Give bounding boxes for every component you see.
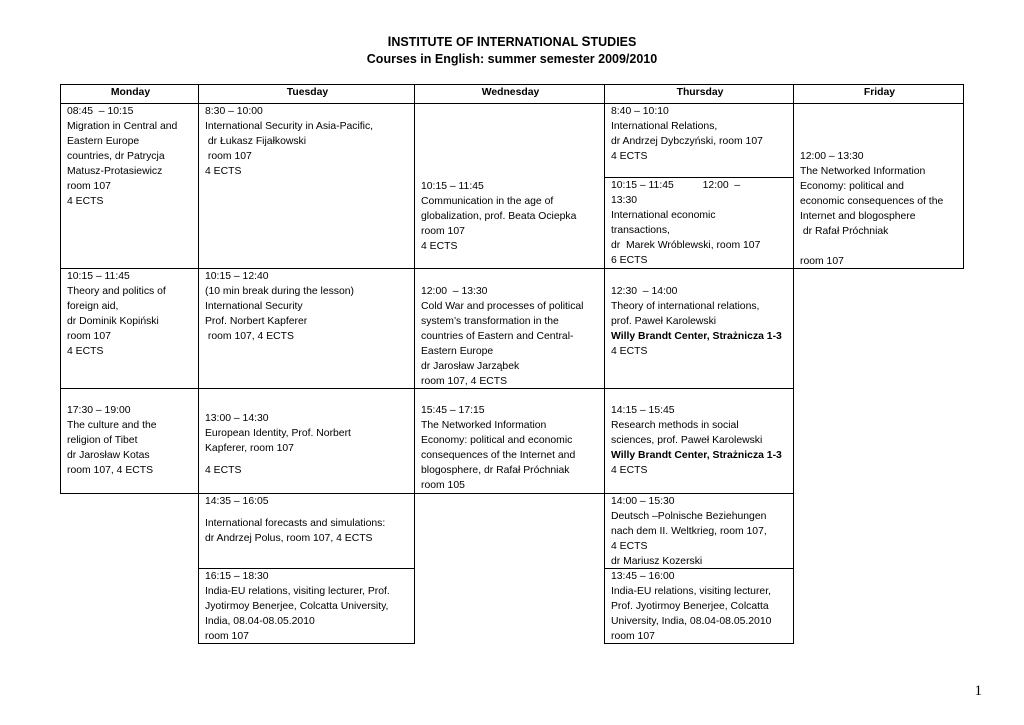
cell-thursday-2 <box>604 177 794 269</box>
cell-thursday-3 <box>604 268 794 389</box>
course-line: transactions, <box>611 225 670 236</box>
course-line: countries, dr Patrycja <box>67 151 165 162</box>
course-line: Migration in Central and <box>67 121 178 132</box>
course-line: Jyotirmoy Benerjee, Colcatta University, <box>205 601 389 612</box>
course-line: globalization, prof. Beata Ociepka <box>421 211 577 222</box>
course-line: room 107 <box>800 256 844 267</box>
course-time: 10:15 – 11:45 12:00 – <box>611 180 741 191</box>
course-time: 16:15 – 18:30 <box>205 571 269 582</box>
course-line: Deutsch –Polnische Beziehungen <box>611 511 767 522</box>
course-time: 13:45 – 16:00 <box>611 571 675 582</box>
cell-thursday-4 <box>604 388 794 494</box>
course-time: 10:15 – 11:45 <box>421 181 484 192</box>
course-time: 12:00 – 13:30 <box>800 151 864 162</box>
course-line: room 105 <box>421 480 465 491</box>
course-line: Economy: political and <box>800 181 904 192</box>
course-line: Prof. Jyotirmoy Benerjee, Colcatta <box>611 601 769 612</box>
course-time: 17:30 – 19:00 <box>67 405 131 416</box>
course-line: Eastern Europe <box>421 346 494 357</box>
course-line: 4 ECTS <box>205 166 242 177</box>
course-line: Internet and blogosphere <box>800 211 916 222</box>
course-line: The culture and the <box>67 420 157 431</box>
course-line: India, 08.04-08.05.2010 <box>205 616 315 627</box>
course-time: 10:15 – 11:45 <box>67 271 130 282</box>
course-line: dr Łukasz Fijałkowski <box>205 136 307 147</box>
course-line: system’s transformation in the <box>421 316 559 327</box>
course-line: room 107, 4 ECTS <box>205 331 294 342</box>
cell-monday-2 <box>60 268 199 389</box>
course-line: dr Andrzej Dybczyński, room 107 <box>611 136 763 147</box>
course-line: prof. Paweł Karolewski <box>611 316 717 327</box>
header-tuesday: Tuesday <box>198 84 415 104</box>
course-time: 12:00 – 13:30 <box>421 286 488 297</box>
course-line: religion of Tibet <box>67 435 138 446</box>
course-line: 4 ECTS <box>67 346 104 357</box>
title-initial-1: I <box>387 34 392 49</box>
page-subtitle: Courses in English: summer semester 2009/2010 <box>366 52 658 66</box>
course-line: room 107 <box>67 331 111 342</box>
course-line: International economic <box>611 210 716 221</box>
course-line: countries of Eastern and Central- <box>421 331 574 342</box>
course-line: Prof. Norbert Kapferer <box>205 316 308 327</box>
course-line: International Relations, <box>611 121 718 132</box>
course-line: economic consequences of the <box>800 196 944 207</box>
course-line: Economy: political and economic <box>421 435 573 446</box>
cell-thursday-1 <box>604 103 794 178</box>
cell-thursday-5 <box>604 493 794 569</box>
course-time: 13:00 – 14:30 <box>205 413 269 424</box>
course-time: 10:15 – 12:40 <box>205 271 269 282</box>
course-line: foreign aid, <box>67 301 119 312</box>
cell-tuesday-3 <box>198 388 415 494</box>
course-time: 14:15 – 15:45 <box>611 405 675 416</box>
title-part-3: TUDIES <box>590 35 637 49</box>
venue-line: Willy Brandt Center, Strażnicza 1-3 <box>611 450 782 461</box>
course-line: India-EU relations, visiting lecturer, Prof. <box>205 586 390 597</box>
course-line: room 107 <box>421 226 465 237</box>
course-line: Eastern Europe <box>67 136 140 147</box>
course-line: dr Mariusz Kozerski <box>611 556 703 567</box>
course-line <box>800 239 959 254</box>
header-wednesday: Wednesday <box>414 84 605 104</box>
course-line: dr Jarosław Jarząbek <box>421 361 520 372</box>
cell-wednesday-2 <box>414 268 605 389</box>
course-line: 4 ECTS <box>611 346 648 357</box>
title-part-2: NTERNATIONAL <box>480 35 582 49</box>
header-friday: Friday <box>793 84 964 104</box>
course-line: 4 ECTS <box>611 151 648 162</box>
course-line: Matusz-Protasiewicz <box>67 166 163 177</box>
course-time: 8:40 – 10:10 <box>611 106 669 117</box>
course-line: 13:30 <box>611 195 638 206</box>
course-line: 4 ECTS <box>611 541 648 552</box>
course-line: The Networked Information <box>421 420 547 431</box>
course-line: consequences of the Internet and <box>421 450 576 461</box>
course-line: Cold War and processes of political <box>421 301 584 312</box>
course-line: India-EU relations, visiting lecturer, <box>611 586 771 597</box>
course-line: sciences, prof. Paweł Karolewski <box>611 435 763 446</box>
spacer <box>205 456 410 463</box>
venue-line: Willy Brandt Center, Strażnicza 1-3 <box>611 331 782 342</box>
course-line: 4 ECTS <box>611 465 648 476</box>
course-line: room 107, 4 ECTS <box>67 465 154 476</box>
course-line: Kapferer, room 107 <box>205 443 294 454</box>
cell-tuesday-1 <box>198 103 415 269</box>
cell-tuesday-4 <box>198 493 415 569</box>
title-part-1: NSTITUTE OF <box>391 35 477 49</box>
course-line: Communication in the age of <box>421 196 554 207</box>
course-time: 15:45 – 17:15 <box>421 405 485 416</box>
course-line: dr Andrzej Polus, room 107, 4 ECTS <box>205 533 373 544</box>
course-line: room 107 <box>611 631 655 642</box>
header-monday: Monday <box>60 84 199 104</box>
course-line: Theory and politics of <box>67 286 166 297</box>
course-time: 08:45 – 10:15 <box>67 106 134 117</box>
course-line: International forecasts and simulations: <box>205 518 386 529</box>
course-line: room 107 <box>205 631 249 642</box>
course-line: room 107 <box>205 151 252 162</box>
course-line: room 107 <box>67 181 111 192</box>
course-line: dr Jarosław Kotas <box>67 450 150 461</box>
cell-friday-1 <box>793 103 964 269</box>
cell-monday-3 <box>60 388 199 494</box>
cell-wednesday-3 <box>414 388 605 494</box>
course-line: International Security <box>205 301 303 312</box>
cell-wednesday-1 <box>414 103 605 269</box>
course-line: Research methods in social <box>611 420 739 431</box>
course-line: The Networked Information <box>800 166 926 177</box>
course-line: 4 ECTS <box>205 465 242 476</box>
title-initial-3: S <box>581 34 591 49</box>
course-time: 8:30 – 10:00 <box>205 106 263 117</box>
cell-thursday-6 <box>604 568 794 644</box>
course-time: 14:35 – 16:05 <box>205 496 269 507</box>
course-line: blogosphere, dr Rafał Próchniak <box>421 465 570 476</box>
page-number: 1 <box>974 683 982 699</box>
institute-title <box>0 34 1024 50</box>
course-line: 6 ECTS <box>611 255 648 266</box>
course-line: Theory of international relations, <box>611 301 760 312</box>
course-line: dr Dominik Kopiński <box>67 316 159 327</box>
header-thursday: Thursday <box>604 84 794 104</box>
course-line: 4 ECTS <box>421 241 458 252</box>
course-line: European Identity, Prof. Norbert <box>205 428 351 439</box>
course-line: 4 ECTS <box>67 196 104 207</box>
course-time: 12:30 – 14:00 <box>611 286 678 297</box>
spacer <box>205 509 410 516</box>
course-line: (10 min break during the lesson) <box>205 286 355 297</box>
course-line: dr Marek Wróblewski, room 107 <box>611 240 761 251</box>
course-line: University, India, 08.04-08.05.2010 <box>611 616 772 627</box>
course-line: nach dem II. Weltkrieg, room 107, <box>611 526 767 537</box>
course-line: International Security in Asia-Pacific, <box>205 121 374 132</box>
cell-tuesday-2 <box>198 268 415 389</box>
course-line: dr Rafał Próchniak <box>800 226 889 237</box>
cell-tuesday-5 <box>198 568 415 644</box>
cell-monday-1 <box>60 103 199 269</box>
course-time: 14:00 – 15:30 <box>611 496 675 507</box>
course-line: room 107, 4 ECTS <box>421 376 508 387</box>
title-initial-2: I <box>476 34 481 49</box>
